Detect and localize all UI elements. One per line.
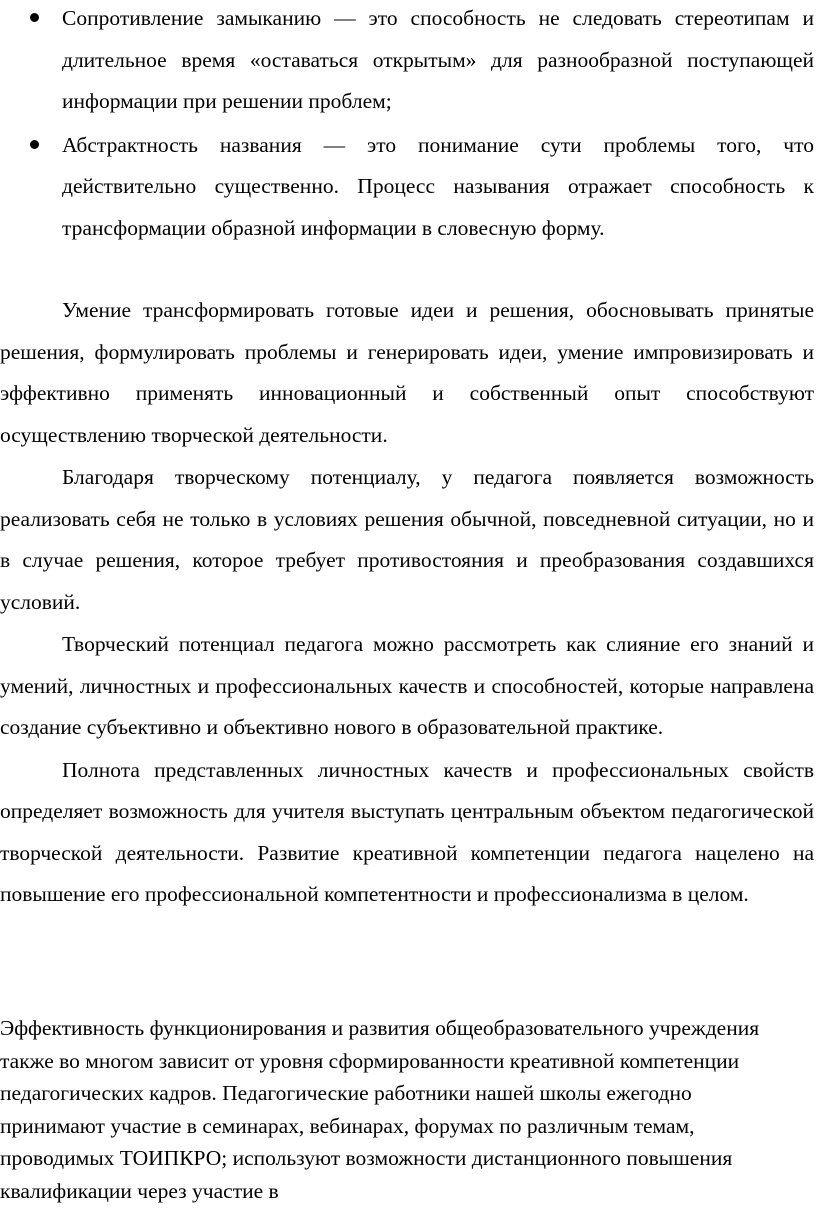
bullet-dot-icon <box>30 140 39 149</box>
bullet-item <box>0 125 816 250</box>
bullet-list <box>0 0 816 251</box>
bullet-text: Сопротивление замыканию — это способность не следовать стереотипам и длительное время «оставаться открытым» для разнообразной поступающей информации при решении проблем; <box>62 6 814 113</box>
bullet-dot-icon <box>30 13 39 22</box>
paragraph: Полнота представленных личностных качеств и профессиональных свойств определяет возможность для учителя выступать центральным объектом педагогической творческой деятельности. Развитие креативной компетенции педагога нацелено на повышение его профессиональной компетентности и профессионализма в целом. <box>0 757 814 906</box>
bullet-item <box>0 0 816 123</box>
paragraph: Благодаря творческому потенциалу, у педагога появляется возможность реализовать себя не только в условиях решения обычной, повседневной ситуации, но и в случае решения, которое требует противостояния и преобразования создавшихся условий. <box>0 465 814 614</box>
final-paragraph: Эффективность функционирования и развития общеобразовательного учреждения также во многом зависит от уровня сформированности креативной компетенции педагогических кадров. Педагогические работники нашей школы ежегодно принимают участие в семинарах, вебинарах, форумах по различным темам, проводимых ТОИПКРО; используют возможности дистанционного повышения квалификации через участие в <box>0 1016 760 1203</box>
paragraph: Творческий потенциал педагога можно рассмотреть как слияние его знаний и умений, личностных и профессиональных качеств и способностей, которые направлена создание субъективно и объективно нового в образовательной практике. <box>0 632 814 739</box>
bullet-text: Абстрактность названия — это понимание сути проблемы того, что действительно существенно. Процесс называния отражает способность к трансформации образной информации в словесную форму. <box>62 132 814 240</box>
body-text <box>0 290 814 917</box>
paragraph: Умение трансформировать готовые идеи и решения, обосновывать принятые решения, формулировать проблемы и генерировать идеи, умение импровизировать и эффективно применять инновационный и собственный опыт способствуют осуществлению творческой деятельности. <box>0 298 814 447</box>
